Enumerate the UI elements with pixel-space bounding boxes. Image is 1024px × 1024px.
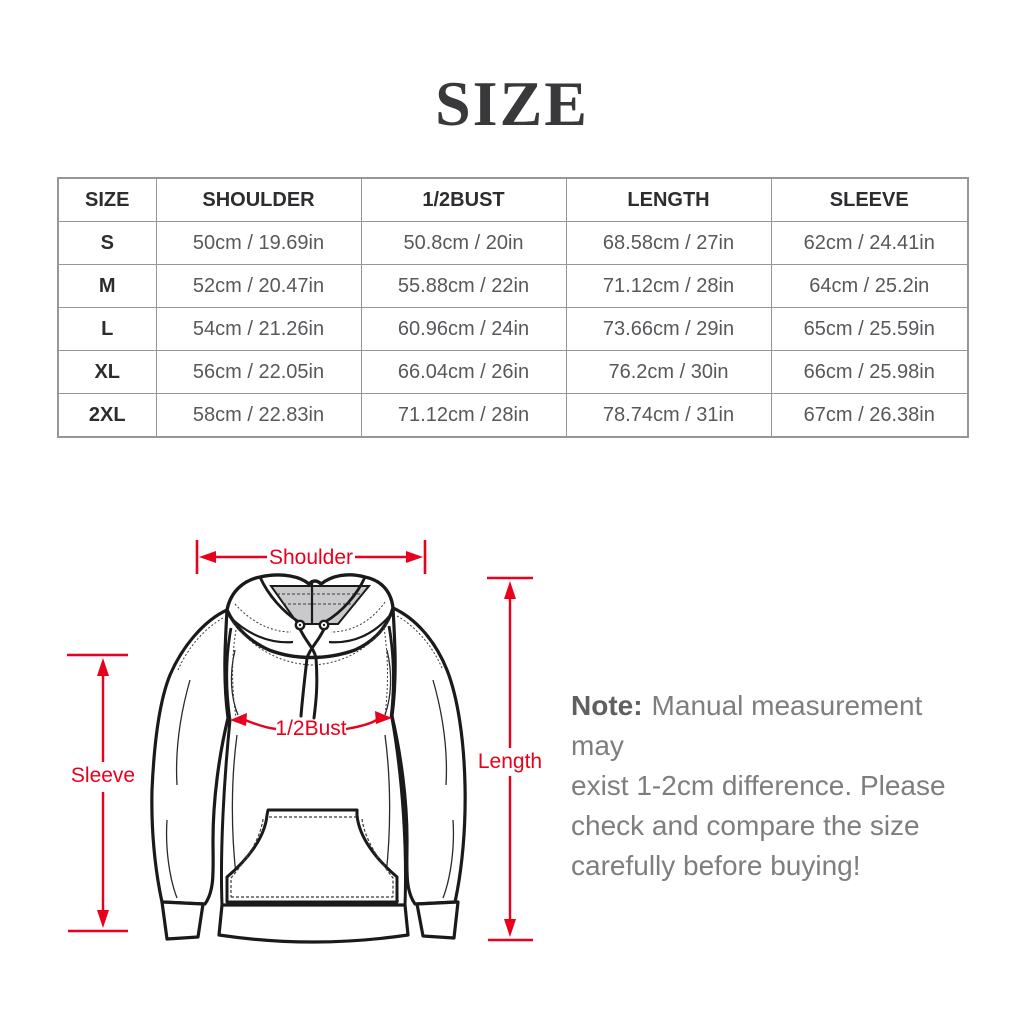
- cell-size: XL: [58, 351, 156, 394]
- length-arrow: [478, 578, 542, 940]
- cell-sleeve: 65cm / 25.59in: [771, 308, 968, 351]
- cell-size: S: [58, 222, 156, 265]
- bust-arrow-label: 1/2Bust: [275, 717, 347, 740]
- header-row: [58, 178, 968, 222]
- sleeve-arrow-label: Sleeve: [70, 764, 136, 787]
- table-row-m: [58, 265, 968, 308]
- hem-band: [219, 901, 408, 942]
- cell-sleeve: 62cm / 24.41in: [771, 222, 968, 265]
- cell-bust: 55.88cm / 22in: [361, 265, 566, 308]
- hoodie-measurement-diagram: [55, 530, 555, 960]
- left-sleeve: [152, 610, 228, 904]
- note-line: exist 1-2cm difference. Please: [571, 770, 946, 801]
- sleeve-arrow: [67, 655, 135, 931]
- note-text: [571, 686, 975, 886]
- col-header-length: LENGTH: [566, 178, 771, 222]
- col-header-size: SIZE: [58, 178, 156, 222]
- right-cuff: [417, 902, 458, 938]
- shoulder-arrow-label: Shoulder: [268, 546, 354, 569]
- cell-length: 76.2cm / 30in: [566, 351, 771, 394]
- table-row-l: [58, 308, 968, 351]
- cell-shoulder: 58cm / 22.83in: [156, 394, 361, 438]
- cell-length: 78.74cm / 31in: [566, 394, 771, 438]
- table-row-2xl: [58, 394, 968, 438]
- note-line: [571, 686, 975, 766]
- cell-sleeve: 64cm / 25.2in: [771, 265, 968, 308]
- table-row-s: [58, 222, 968, 265]
- cell-size: 2XL: [58, 394, 156, 438]
- cell-length: 68.58cm / 27in: [566, 222, 771, 265]
- cell-sleeve: 66cm / 25.98in: [771, 351, 968, 394]
- note-line-text: Manual measurement may: [571, 690, 923, 761]
- cell-shoulder: 54cm / 21.26in: [156, 308, 361, 351]
- cell-bust: 71.12cm / 28in: [361, 394, 566, 438]
- col-header-sleeve: SLEEVE: [771, 178, 968, 222]
- cell-length: 73.66cm / 29in: [566, 308, 771, 351]
- length-arrow-label: Length: [477, 750, 543, 773]
- cell-shoulder: 52cm / 20.47in: [156, 265, 361, 308]
- cell-sleeve: 67cm / 26.38in: [771, 394, 968, 438]
- cell-length: 71.12cm / 28in: [566, 265, 771, 308]
- cell-bust: 66.04cm / 26in: [361, 351, 566, 394]
- cell-shoulder: 50cm / 19.69in: [156, 222, 361, 265]
- shoulder-arrow: [197, 540, 425, 574]
- cell-size: L: [58, 308, 156, 351]
- size-chart-table: [57, 177, 969, 438]
- note-label: Note:: [571, 690, 643, 721]
- table-row-xl: [58, 351, 968, 394]
- col-header-bust: 1/2BUST: [361, 178, 566, 222]
- col-header-shoulder: SHOULDER: [156, 178, 361, 222]
- page-title: SIZE: [435, 68, 589, 139]
- note-line: check and compare the size: [571, 810, 920, 841]
- cell-bust: 50.8cm / 20in: [361, 222, 566, 265]
- cell-shoulder: 56cm / 22.05in: [156, 351, 361, 394]
- cell-size: M: [58, 265, 156, 308]
- cell-bust: 60.96cm / 24in: [361, 308, 566, 351]
- left-cuff: [162, 902, 203, 939]
- note-line: carefully before buying!: [571, 850, 861, 881]
